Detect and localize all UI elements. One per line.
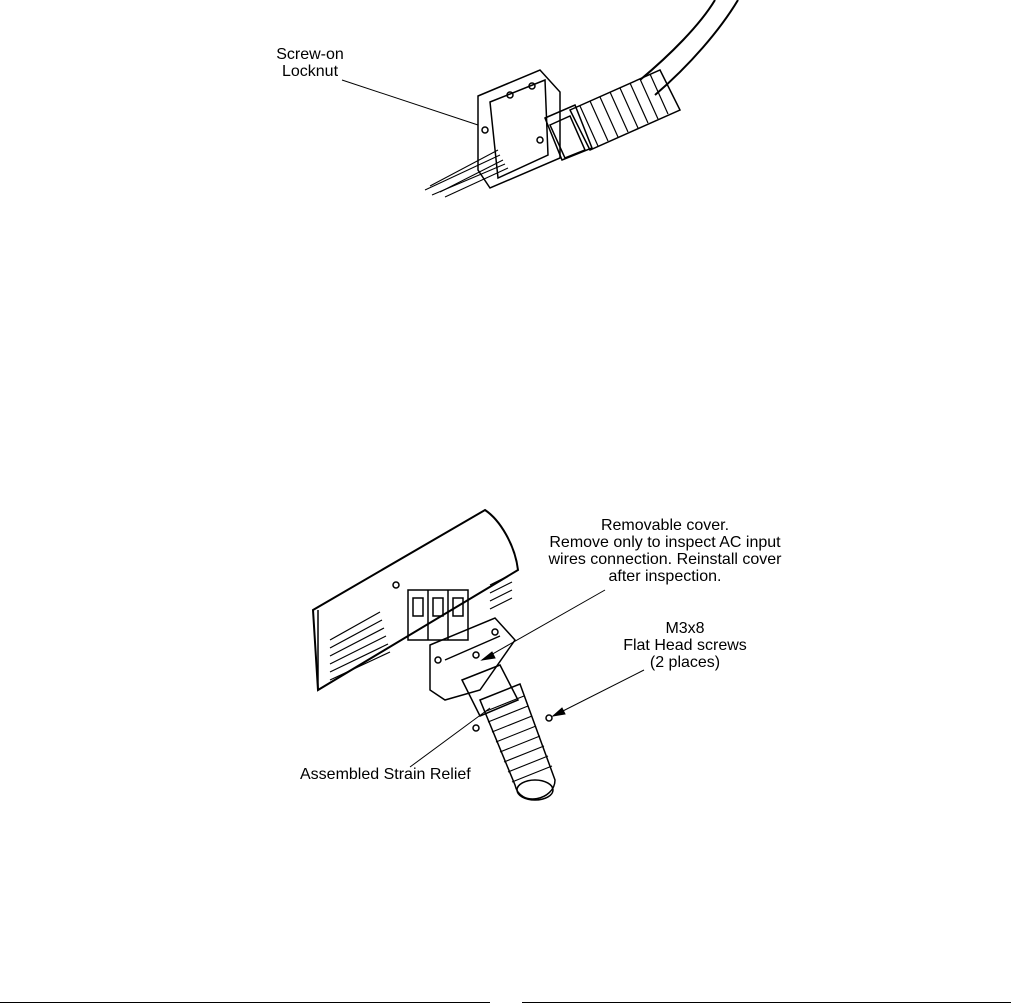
screws-label-line-3: (2 places) (649, 654, 721, 671)
footer-rule-left (0, 1002, 490, 1003)
cover-label-line-1: Removable cover. (600, 517, 730, 534)
strain-relief-label: Assembled Strain Relief (300, 766, 471, 783)
screws-label-line-2: Flat Head screws (623, 637, 747, 654)
cover-label-line-3: wires connection. Reinstall cover (548, 551, 782, 568)
locknut-label-line-2: Locknut (281, 63, 339, 80)
footer-rule-right (522, 1002, 1011, 1003)
cover-label-line-4: after inspection. (608, 568, 722, 585)
locknut-label-line-1: Screw-on (276, 46, 344, 63)
screws-label-line-1: M3x8 (665, 620, 705, 637)
cover-label-line-2: Remove only to inspect AC input (549, 534, 781, 551)
